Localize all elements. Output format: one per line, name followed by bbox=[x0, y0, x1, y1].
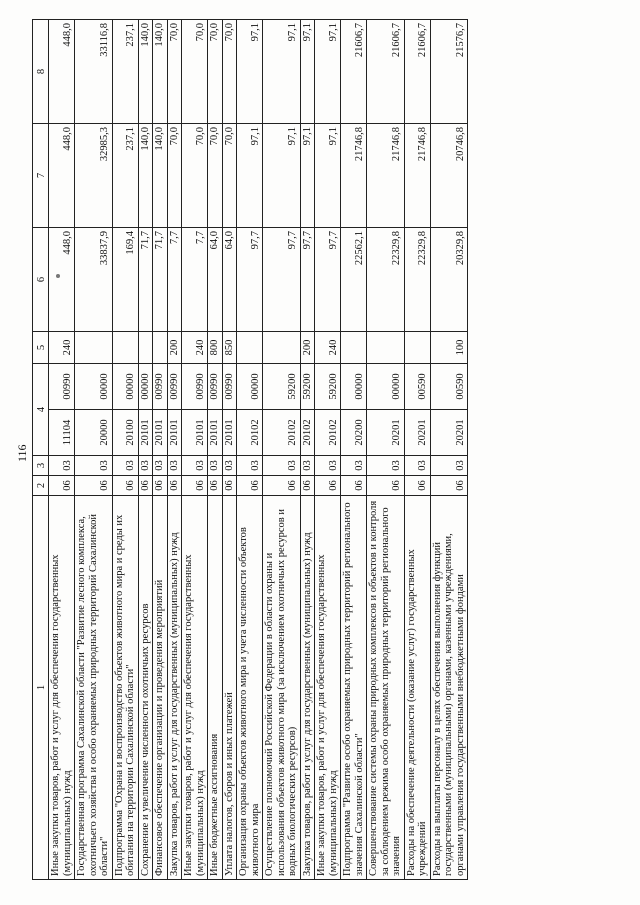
header-col-2: 2 bbox=[33, 476, 49, 496]
row-section: 06 bbox=[112, 476, 138, 496]
row-name: Иные закупки товаров, работ и услуг для обеспечения государственных (муниципальных) нужд bbox=[182, 496, 208, 880]
row-amount-col8: 33116,8 bbox=[75, 20, 113, 124]
row-amount-col7: 70,0 bbox=[222, 124, 237, 228]
table-row bbox=[341, 20, 367, 880]
row-expense-type bbox=[75, 332, 113, 364]
row-section: 06 bbox=[49, 476, 75, 496]
row-expense-type bbox=[404, 332, 430, 364]
row-subsection: 03 bbox=[167, 456, 182, 476]
row-subsection: 03 bbox=[153, 456, 168, 476]
page-number: 116 bbox=[15, 444, 29, 462]
row-name: Подпрограмма "Охрана и воспроизводство объектов животного мира и среды их обитания на территории Сахалинской области" bbox=[112, 496, 138, 880]
row-amount-col7: 97,1 bbox=[300, 124, 315, 228]
row-target-direction: 00000 bbox=[367, 364, 405, 410]
row-amount-col8: 97,1 bbox=[263, 20, 301, 124]
header-col-5: 5 bbox=[33, 332, 49, 364]
table-row bbox=[153, 20, 168, 880]
row-target-program: 20201 bbox=[367, 410, 405, 456]
row-amount-col8: 97,1 bbox=[237, 20, 263, 124]
row-section: 06 bbox=[404, 476, 430, 496]
row-subsection: 03 bbox=[112, 456, 138, 476]
row-name: Государственная программа Сахалинской области "Развитие лесного комплекса, охотничьего хозяйства и особо охраняемых природных территорий Сахалинской области" bbox=[75, 496, 113, 880]
row-expense-type bbox=[237, 332, 263, 364]
row-expense-type: 200 bbox=[300, 332, 315, 364]
row-subsection: 03 bbox=[263, 456, 301, 476]
row-target-program: 20101 bbox=[208, 410, 223, 456]
row-amount-col7: 21746,8 bbox=[341, 124, 367, 228]
row-name: Иные закупки товаров, работ и услуг для обеспечения государственных (муниципальных) нужд bbox=[49, 496, 75, 880]
row-name: Осуществление полномочий Российской Федерации в области охраны и использования объектов животного мира (за исключением охотничьих ресурсов и водных биологических ресурсов) bbox=[263, 496, 301, 880]
row-target-program: 20102 bbox=[300, 410, 315, 456]
row-expense-type: 240 bbox=[49, 332, 75, 364]
row-name: Иные закупки товаров, работ и услуг для обеспечения государственных (муниципальных) нужд bbox=[315, 496, 341, 880]
row-target-direction: 00990 bbox=[222, 364, 237, 410]
table-row bbox=[315, 20, 341, 880]
row-subsection: 03 bbox=[300, 456, 315, 476]
row-section: 06 bbox=[75, 476, 113, 496]
row-amount-col8: 21606,7 bbox=[341, 20, 367, 124]
row-amount-col6: 97,7 bbox=[315, 228, 341, 332]
row-name: Расходы на выплаты персоналу в целях обеспечения выполнения функций государственными (муниципальными) органами, казенными учреждениями, органами управления государственными внебюджетными фондами bbox=[430, 496, 468, 880]
table-row bbox=[182, 20, 208, 880]
row-amount-col6: 7,7 bbox=[167, 228, 182, 332]
table-row bbox=[49, 20, 75, 880]
row-target-program: 20102 bbox=[237, 410, 263, 456]
row-section: 06 bbox=[367, 476, 405, 496]
row-subsection: 03 bbox=[315, 456, 341, 476]
row-amount-col6: 20329,8 bbox=[430, 228, 468, 332]
row-target-direction: 00990 bbox=[153, 364, 168, 410]
budget-table bbox=[32, 19, 468, 880]
row-target-direction: 00000 bbox=[237, 364, 263, 410]
row-amount-col8: 237,1 bbox=[112, 20, 138, 124]
header-row bbox=[33, 20, 49, 880]
row-target-program: 20101 bbox=[222, 410, 237, 456]
row-target-direction: 00590 bbox=[404, 364, 430, 410]
row-section: 06 bbox=[182, 476, 208, 496]
row-section: 06 bbox=[167, 476, 182, 496]
row-section: 06 bbox=[237, 476, 263, 496]
scan-speck bbox=[56, 274, 60, 278]
row-name: Иные бюджетные ассигнования bbox=[208, 496, 223, 880]
table-row bbox=[222, 20, 237, 880]
row-section: 06 bbox=[300, 476, 315, 496]
row-subsection: 03 bbox=[49, 456, 75, 476]
row-amount-col8: 140,0 bbox=[138, 20, 153, 124]
row-amount-col8: 97,1 bbox=[315, 20, 341, 124]
row-expense-type bbox=[112, 332, 138, 364]
row-target-direction: 59200 bbox=[315, 364, 341, 410]
row-amount-col8: 70,0 bbox=[222, 20, 237, 124]
row-target-program: 20101 bbox=[167, 410, 182, 456]
row-expense-type bbox=[367, 332, 405, 364]
row-target-direction: 00000 bbox=[341, 364, 367, 410]
row-amount-col7: 140,0 bbox=[138, 124, 153, 228]
row-section: 06 bbox=[341, 476, 367, 496]
row-target-direction: 00590 bbox=[430, 364, 468, 410]
row-amount-col6: 64,0 bbox=[222, 228, 237, 332]
row-amount-col7: 97,1 bbox=[315, 124, 341, 228]
header-col-1: 1 bbox=[33, 496, 49, 880]
row-target-program: 20102 bbox=[315, 410, 341, 456]
row-target-direction: 00990 bbox=[182, 364, 208, 410]
table-row bbox=[138, 20, 153, 880]
row-name: Сохранение и увеличение численности охотничьих ресурсов bbox=[138, 496, 153, 880]
row-amount-col6: 71,7 bbox=[138, 228, 153, 332]
row-expense-type: 800 bbox=[208, 332, 223, 364]
row-target-program: 20201 bbox=[404, 410, 430, 456]
table-row bbox=[300, 20, 315, 880]
row-amount-col7: 97,1 bbox=[237, 124, 263, 228]
row-expense-type: 240 bbox=[182, 332, 208, 364]
row-target-program: 20201 bbox=[430, 410, 468, 456]
row-section: 06 bbox=[430, 476, 468, 496]
row-expense-type: 850 bbox=[222, 332, 237, 364]
row-amount-col6: 97,7 bbox=[263, 228, 301, 332]
row-amount-col7: 21746,8 bbox=[367, 124, 405, 228]
table-row bbox=[404, 20, 430, 880]
table-row bbox=[430, 20, 468, 880]
row-subsection: 03 bbox=[237, 456, 263, 476]
row-section: 06 bbox=[222, 476, 237, 496]
table-row bbox=[237, 20, 263, 880]
row-amount-col7: 21746,8 bbox=[404, 124, 430, 228]
row-section: 06 bbox=[138, 476, 153, 496]
row-subsection: 03 bbox=[341, 456, 367, 476]
row-name: Подпрограмма "Развитие особо охраняемых природных территорий регионального значения Сахалинской области" bbox=[341, 496, 367, 880]
row-amount-col7: 70,0 bbox=[208, 124, 223, 228]
row-target-direction: 00000 bbox=[138, 364, 153, 410]
row-target-program: 20100 bbox=[112, 410, 138, 456]
table-row bbox=[208, 20, 223, 880]
table-row bbox=[263, 20, 301, 880]
row-amount-col8: 70,0 bbox=[167, 20, 182, 124]
row-amount-col6: 64,0 bbox=[208, 228, 223, 332]
row-amount-col6: 22329,8 bbox=[404, 228, 430, 332]
row-amount-col7: 70,0 bbox=[182, 124, 208, 228]
row-amount-col7: 32985,3 bbox=[75, 124, 113, 228]
header-col-7: 7 bbox=[33, 124, 49, 228]
header-col-3: 3 bbox=[33, 456, 49, 476]
table-body bbox=[49, 20, 468, 880]
row-target-direction: 00000 bbox=[75, 364, 113, 410]
row-name: Расходы на обеспечение деятельности (оказание услуг) государственных учреждений bbox=[404, 496, 430, 880]
row-expense-type: 240 bbox=[315, 332, 341, 364]
row-amount-col6: 7,7 bbox=[182, 228, 208, 332]
row-subsection: 03 bbox=[367, 456, 405, 476]
row-target-program: 20102 bbox=[263, 410, 301, 456]
row-expense-type bbox=[263, 332, 301, 364]
row-amount-col6: 97,7 bbox=[300, 228, 315, 332]
row-target-direction: 00990 bbox=[167, 364, 182, 410]
row-section: 06 bbox=[208, 476, 223, 496]
row-subsection: 03 bbox=[138, 456, 153, 476]
row-amount-col7: 70,0 bbox=[167, 124, 182, 228]
row-name: Финансовое обеспечение организации и проведения мероприятий bbox=[153, 496, 168, 880]
row-expense-type: 100 bbox=[430, 332, 468, 364]
row-subsection: 03 bbox=[222, 456, 237, 476]
rotated-sheet bbox=[10, 20, 630, 880]
row-target-direction: 00990 bbox=[208, 364, 223, 410]
row-expense-type bbox=[341, 332, 367, 364]
table-row bbox=[75, 20, 113, 880]
table-row bbox=[167, 20, 182, 880]
header-col-6: 6 bbox=[33, 228, 49, 332]
row-name: Закупка товаров, работ и услуг для государственных (муниципальных) нужд bbox=[167, 496, 182, 880]
row-expense-type: 200 bbox=[167, 332, 182, 364]
row-name: Организация охраны объектов животного мира и учета численности объектов животного мира bbox=[237, 496, 263, 880]
row-name: Совершенствование системы охраны природных комплексов и объектов и контроля за соблюдением режима особо охраняемых природных территорий регионального значения bbox=[367, 496, 405, 880]
row-subsection: 03 bbox=[404, 456, 430, 476]
row-amount-col6: 22329,8 bbox=[367, 228, 405, 332]
row-amount-col8: 21576,7 bbox=[430, 20, 468, 124]
row-amount-col7: 140,0 bbox=[153, 124, 168, 228]
table-header bbox=[33, 20, 49, 880]
row-amount-col6: 169,4 bbox=[112, 228, 138, 332]
row-section: 06 bbox=[315, 476, 341, 496]
header-col-8: 8 bbox=[33, 20, 49, 124]
row-amount-col7: 237,1 bbox=[112, 124, 138, 228]
row-amount-col8: 97,1 bbox=[300, 20, 315, 124]
row-subsection: 03 bbox=[182, 456, 208, 476]
row-target-program: 11104 bbox=[49, 410, 75, 456]
row-amount-col6: 22562,1 bbox=[341, 228, 367, 332]
row-target-program: 20101 bbox=[138, 410, 153, 456]
row-amount-col8: 140,0 bbox=[153, 20, 168, 124]
row-amount-col7: 20746,8 bbox=[430, 124, 468, 228]
row-section: 06 bbox=[153, 476, 168, 496]
row-amount-col8: 21606,7 bbox=[404, 20, 430, 124]
row-amount-col8: 70,0 bbox=[182, 20, 208, 124]
table-row bbox=[367, 20, 405, 880]
row-amount-col7: 97,1 bbox=[263, 124, 301, 228]
row-subsection: 03 bbox=[208, 456, 223, 476]
row-target-program: 20101 bbox=[153, 410, 168, 456]
header-col-4: 4 bbox=[33, 364, 49, 456]
row-amount-col6: 97,7 bbox=[237, 228, 263, 332]
row-amount-col8: 70,0 bbox=[208, 20, 223, 124]
row-amount-col8: 448,0 bbox=[49, 20, 75, 124]
row-amount-col6: 71,7 bbox=[153, 228, 168, 332]
row-expense-type bbox=[138, 332, 153, 364]
row-target-direction: 00000 bbox=[112, 364, 138, 410]
row-target-direction: 59200 bbox=[300, 364, 315, 410]
row-amount-col8: 21606,7 bbox=[367, 20, 405, 124]
row-subsection: 03 bbox=[430, 456, 468, 476]
row-name: Закупка товаров, работ и услуг для государственных (муниципальных) нужд bbox=[300, 496, 315, 880]
row-target-program: 20200 bbox=[341, 410, 367, 456]
table-row bbox=[112, 20, 138, 880]
row-target-direction: 00990 bbox=[49, 364, 75, 410]
row-target-program: 20101 bbox=[182, 410, 208, 456]
row-subsection: 03 bbox=[75, 456, 113, 476]
row-amount-col7: 448,0 bbox=[49, 124, 75, 228]
row-name: Уплата налогов, сборов и иных платежей bbox=[222, 496, 237, 880]
row-expense-type bbox=[153, 332, 168, 364]
row-amount-col6: 33837,9 bbox=[75, 228, 113, 332]
row-amount-col6: 448,0 bbox=[49, 228, 75, 332]
row-section: 06 bbox=[263, 476, 301, 496]
row-target-program: 20000 bbox=[75, 410, 113, 456]
row-target-direction: 59200 bbox=[263, 364, 301, 410]
